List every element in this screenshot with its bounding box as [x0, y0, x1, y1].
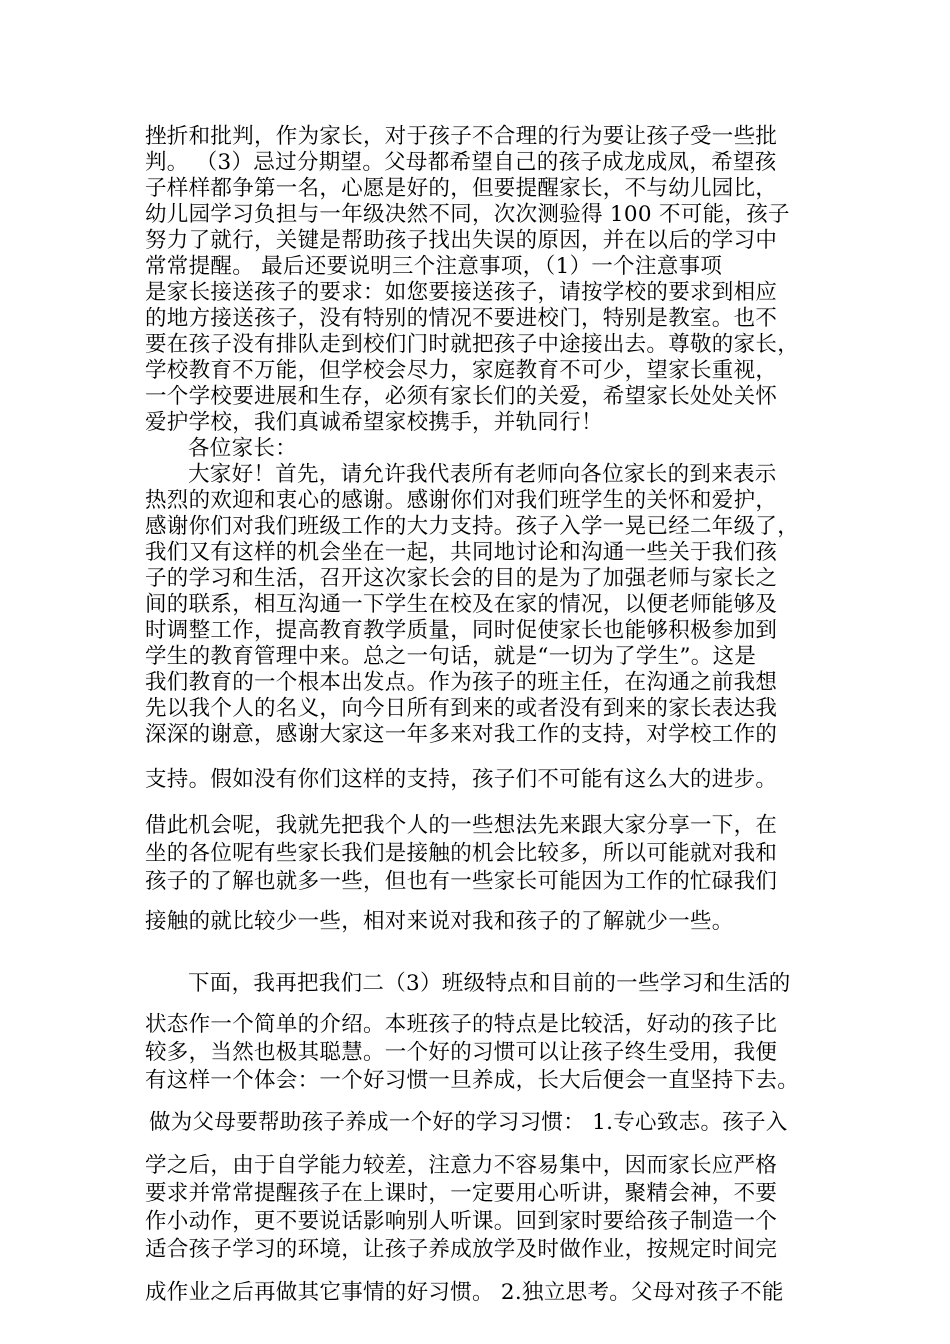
text-line: 支持。假如没有你们这样的支持，孩子们不可能有这么大的进步。 [145, 767, 778, 792]
text-line: 感谢你们对我们班级工作的大力支持。孩子入学一晃已经二年级了， [145, 514, 800, 539]
text-line: 是家长接送孩子的要求：如您要接送孩子，请按学校的要求到相应 [145, 280, 778, 305]
text-line: 坐的各位呢有些家长我们是接触的机会比较多，所以可能就对我和 [145, 841, 778, 866]
text-line: 间的联系，相互沟通一下学生在校及在家的情况，以便老师能够及 [145, 592, 778, 617]
text-line: 努力了就行，关键是帮助孩子找出失误的原因，并在以后的学习中 [145, 228, 778, 253]
text-line: 较多，当然也极其聪慧。一个好的习惯可以让孩子终生受用，我便 [145, 1040, 778, 1065]
text-line: 大家好！首先，请允许我代表所有老师向各位家长的到来表示 [188, 462, 777, 487]
text-line: 时调整工作，提高教育教学质量，同时促使家长也能够积极参加到 [145, 618, 778, 643]
text-line: 借此机会呢，我就先把我个人的一些想法先来跟大家分享一下，在 [145, 813, 778, 838]
text-line: 我们又有这样的机会坐在一起，共同地讨论和沟通一些关于我们孩 [145, 540, 778, 565]
text-line: 先以我个人的名义，向今日所有到来的或者没有到来的家长表达我 [145, 696, 778, 721]
text-line: 判。 （3）忌过分期望。父母都希望自己的孩子成龙成凤，希望孩 [145, 150, 777, 175]
text-line: 学校教育不万能，但学校会尽力，家庭教育不可少，望家长重视， [145, 358, 778, 383]
text-line: 学生的教育管理中来。总之一句话，就是“一切为了学生”。这是 [145, 644, 757, 669]
text-line: 热烈的欢迎和衷心的感谢。感谢你们对我们班学生的关怀和爱护， [145, 488, 778, 513]
text-line: 挫折和批判，作为家长，对于孩子不合理的行为要让孩子受一些批 [145, 124, 778, 149]
text-line: 一个学校要进展和生存，必须有家长们的关爱，希望家长处处关怀 [145, 384, 778, 409]
text-line: 下面，我再把我们二（3）班级特点和目前的一些学习和生活的 [188, 971, 791, 996]
text-line: 的地方接送孩子，没有特别的情况不要进校门，特别是教室。也不 [145, 306, 778, 331]
text-line: 我们教育的一个根本出发点。作为孩子的班主任，在沟通之前我想 [145, 670, 778, 695]
text-line: 子样样都争第一名，心愿是好的，但要提醒家长，不与幼儿园比， [145, 176, 778, 201]
text-line: 适合孩子学习的环境，让孩子养成放学及时做作业，按规定时间完 [145, 1237, 778, 1262]
text-line: 做为父母要帮助孩子养成一个好的学习习惯： 1.专心致志。孩子入 [149, 1110, 788, 1135]
text-line: 作小动作，更不要说话影响别人听课。回到家时要给孩子制造一个 [145, 1209, 778, 1234]
text-line: 状态作一个简单的介绍。本班孩子的特点是比较活，好动的孩子比 [145, 1012, 778, 1037]
text-line: 要在孩子没有排队走到校们门时就把孩子中途接出去。尊敬的家长， [145, 332, 800, 357]
text-line: 幼儿园学习负担与一年级决然不同，次次测验得 100 不可能，孩子 [145, 202, 790, 227]
text-line: 学之后，由于自学能力较差，注意力不容易集中，因而家长应严格 [145, 1153, 778, 1178]
text-line: 爱护学校，我们真诚希望家校携手，并轨同行！ [145, 410, 603, 435]
salutation: 各位家长： [188, 436, 298, 461]
text-line: 有这样一个体会：一个好习惯一旦养成，长大后便会一直坚持下去。 [145, 1068, 800, 1093]
text-line: 孩子的了解也就多一些，但也有一些家长可能因为工作的忙碌我们 [145, 869, 778, 894]
text-line: 要求并常常提醒孩子在上课时，一定要用心听讲，聚精会神，不要 [145, 1181, 778, 1206]
text-line: 常常提醒。 最后还要说明三个注意事项，（1）一个注意事项 [145, 254, 723, 279]
text-line: 深深的谢意，感谢大家这一年多来对我工作的支持，对学校工作的 [145, 722, 778, 747]
text-line: 成作业之后再做其它事情的好习惯。 2.独立思考。父母对孩子不能 [145, 1280, 784, 1305]
text-line: 接触的就比较少一些，相对来说对我和孩子的了解就少一些。 [145, 909, 734, 934]
text-line: 子的学习和生活，召开这次家长会的目的是为了加强老师与家长之 [145, 566, 778, 591]
